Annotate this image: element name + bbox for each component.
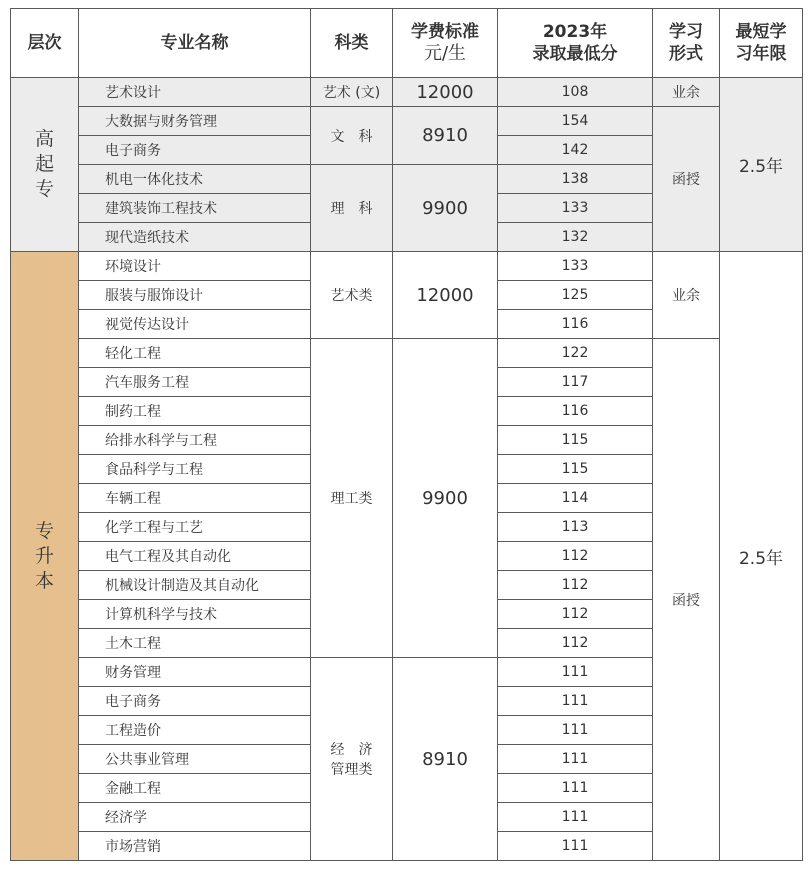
major-cell: 工程造价 xyxy=(79,716,311,745)
fee-cell: 8910 xyxy=(393,107,498,165)
duration-gqz: 2.5年 xyxy=(720,78,803,252)
major-cell: 金融工程 xyxy=(79,774,311,803)
score-cell: 133 xyxy=(498,194,653,223)
score-cell: 112 xyxy=(498,542,653,571)
major-cell: 机械设计制造及其自动化 xyxy=(79,571,311,600)
score-cell: 112 xyxy=(498,600,653,629)
header-row xyxy=(11,9,803,78)
major-cell: 化学工程与工艺 xyxy=(79,513,311,542)
major-cell: 制药工程 xyxy=(79,397,311,426)
major-cell: 建筑装饰工程技术 xyxy=(79,194,311,223)
table-row xyxy=(11,78,803,107)
header-score: 2023年 录取最低分 xyxy=(498,9,653,78)
score-cell: 111 xyxy=(498,832,653,861)
score-cell: 154 xyxy=(498,107,653,136)
fee-cell: 12000 xyxy=(393,252,498,339)
fee-cell: 9900 xyxy=(393,339,498,658)
header-category: 科类 xyxy=(311,9,393,78)
major-cell: 电气工程及其自动化 xyxy=(79,542,311,571)
score-cell: 114 xyxy=(498,484,653,513)
score-cell: 122 xyxy=(498,339,653,368)
score-cell: 112 xyxy=(498,629,653,658)
header-duration: 最短学 习年限 xyxy=(720,9,803,78)
score-cell: 117 xyxy=(498,368,653,397)
score-cell: 113 xyxy=(498,513,653,542)
header-fee: 学费标准 元/生 xyxy=(393,9,498,78)
score-cell: 111 xyxy=(498,716,653,745)
category-cell: 理工类 xyxy=(311,339,393,658)
score-cell: 112 xyxy=(498,571,653,600)
table-row xyxy=(11,252,803,281)
category-cell: 艺术类 xyxy=(311,252,393,339)
mode-cell: 业余 xyxy=(653,78,720,107)
fee-cell: 8910 xyxy=(393,658,498,861)
category-cell: 文 科 xyxy=(311,107,393,165)
table-row xyxy=(11,107,803,136)
mode-cell: 函授 xyxy=(653,107,720,252)
score-cell: 108 xyxy=(498,78,653,107)
score-cell: 125 xyxy=(498,281,653,310)
major-cell: 服装与服饰设计 xyxy=(79,281,311,310)
score-cell: 115 xyxy=(498,455,653,484)
header-mode: 学习 形式 xyxy=(653,9,720,78)
major-cell: 电子商务 xyxy=(79,136,311,165)
major-cell: 轻化工程 xyxy=(79,339,311,368)
mode-cell: 业余 xyxy=(653,252,720,339)
major-cell: 电子商务 xyxy=(79,687,311,716)
major-cell: 视觉传达设计 xyxy=(79,310,311,339)
major-cell: 现代造纸技术 xyxy=(79,223,311,252)
level-zsb: 专升本 xyxy=(11,252,79,861)
score-cell: 116 xyxy=(498,310,653,339)
major-cell: 环境设计 xyxy=(79,252,311,281)
score-cell: 142 xyxy=(498,136,653,165)
major-cell: 经济学 xyxy=(79,803,311,832)
table-row xyxy=(11,339,803,368)
major-cell: 给排水科学与工程 xyxy=(79,426,311,455)
score-cell: 133 xyxy=(498,252,653,281)
level-gqz: 高起专 xyxy=(11,78,79,252)
category-cell: 经 济 管理类 xyxy=(311,658,393,861)
major-cell: 公共事业管理 xyxy=(79,745,311,774)
major-cell: 机电一体化技术 xyxy=(79,165,311,194)
category-cell: 理 科 xyxy=(311,165,393,252)
major-cell: 艺术设计 xyxy=(79,78,311,107)
major-cell: 计算机科学与技术 xyxy=(79,600,311,629)
score-cell: 111 xyxy=(498,774,653,803)
score-cell: 116 xyxy=(498,397,653,426)
major-cell: 大数据与财务管理 xyxy=(79,107,311,136)
fee-cell: 12000 xyxy=(393,78,498,107)
score-cell: 132 xyxy=(498,223,653,252)
duration-zsb: 2.5年 xyxy=(720,252,803,861)
major-cell: 财务管理 xyxy=(79,658,311,687)
category-cell: 艺术 (文) xyxy=(311,78,393,107)
major-cell: 车辆工程 xyxy=(79,484,311,513)
major-cell: 土木工程 xyxy=(79,629,311,658)
fee-cell: 9900 xyxy=(393,165,498,252)
major-cell: 汽车服务工程 xyxy=(79,368,311,397)
score-cell: 111 xyxy=(498,803,653,832)
header-level: 层次 xyxy=(11,9,79,78)
score-cell: 111 xyxy=(498,687,653,716)
major-cell: 市场营销 xyxy=(79,832,311,861)
score-cell: 138 xyxy=(498,165,653,194)
score-cell: 111 xyxy=(498,745,653,774)
major-cell: 食品科学与工程 xyxy=(79,455,311,484)
score-cell: 111 xyxy=(498,658,653,687)
mode-cell: 函授 xyxy=(653,339,720,861)
score-cell: 115 xyxy=(498,426,653,455)
admission-table xyxy=(10,8,803,861)
header-major: 专业名称 xyxy=(79,9,311,78)
